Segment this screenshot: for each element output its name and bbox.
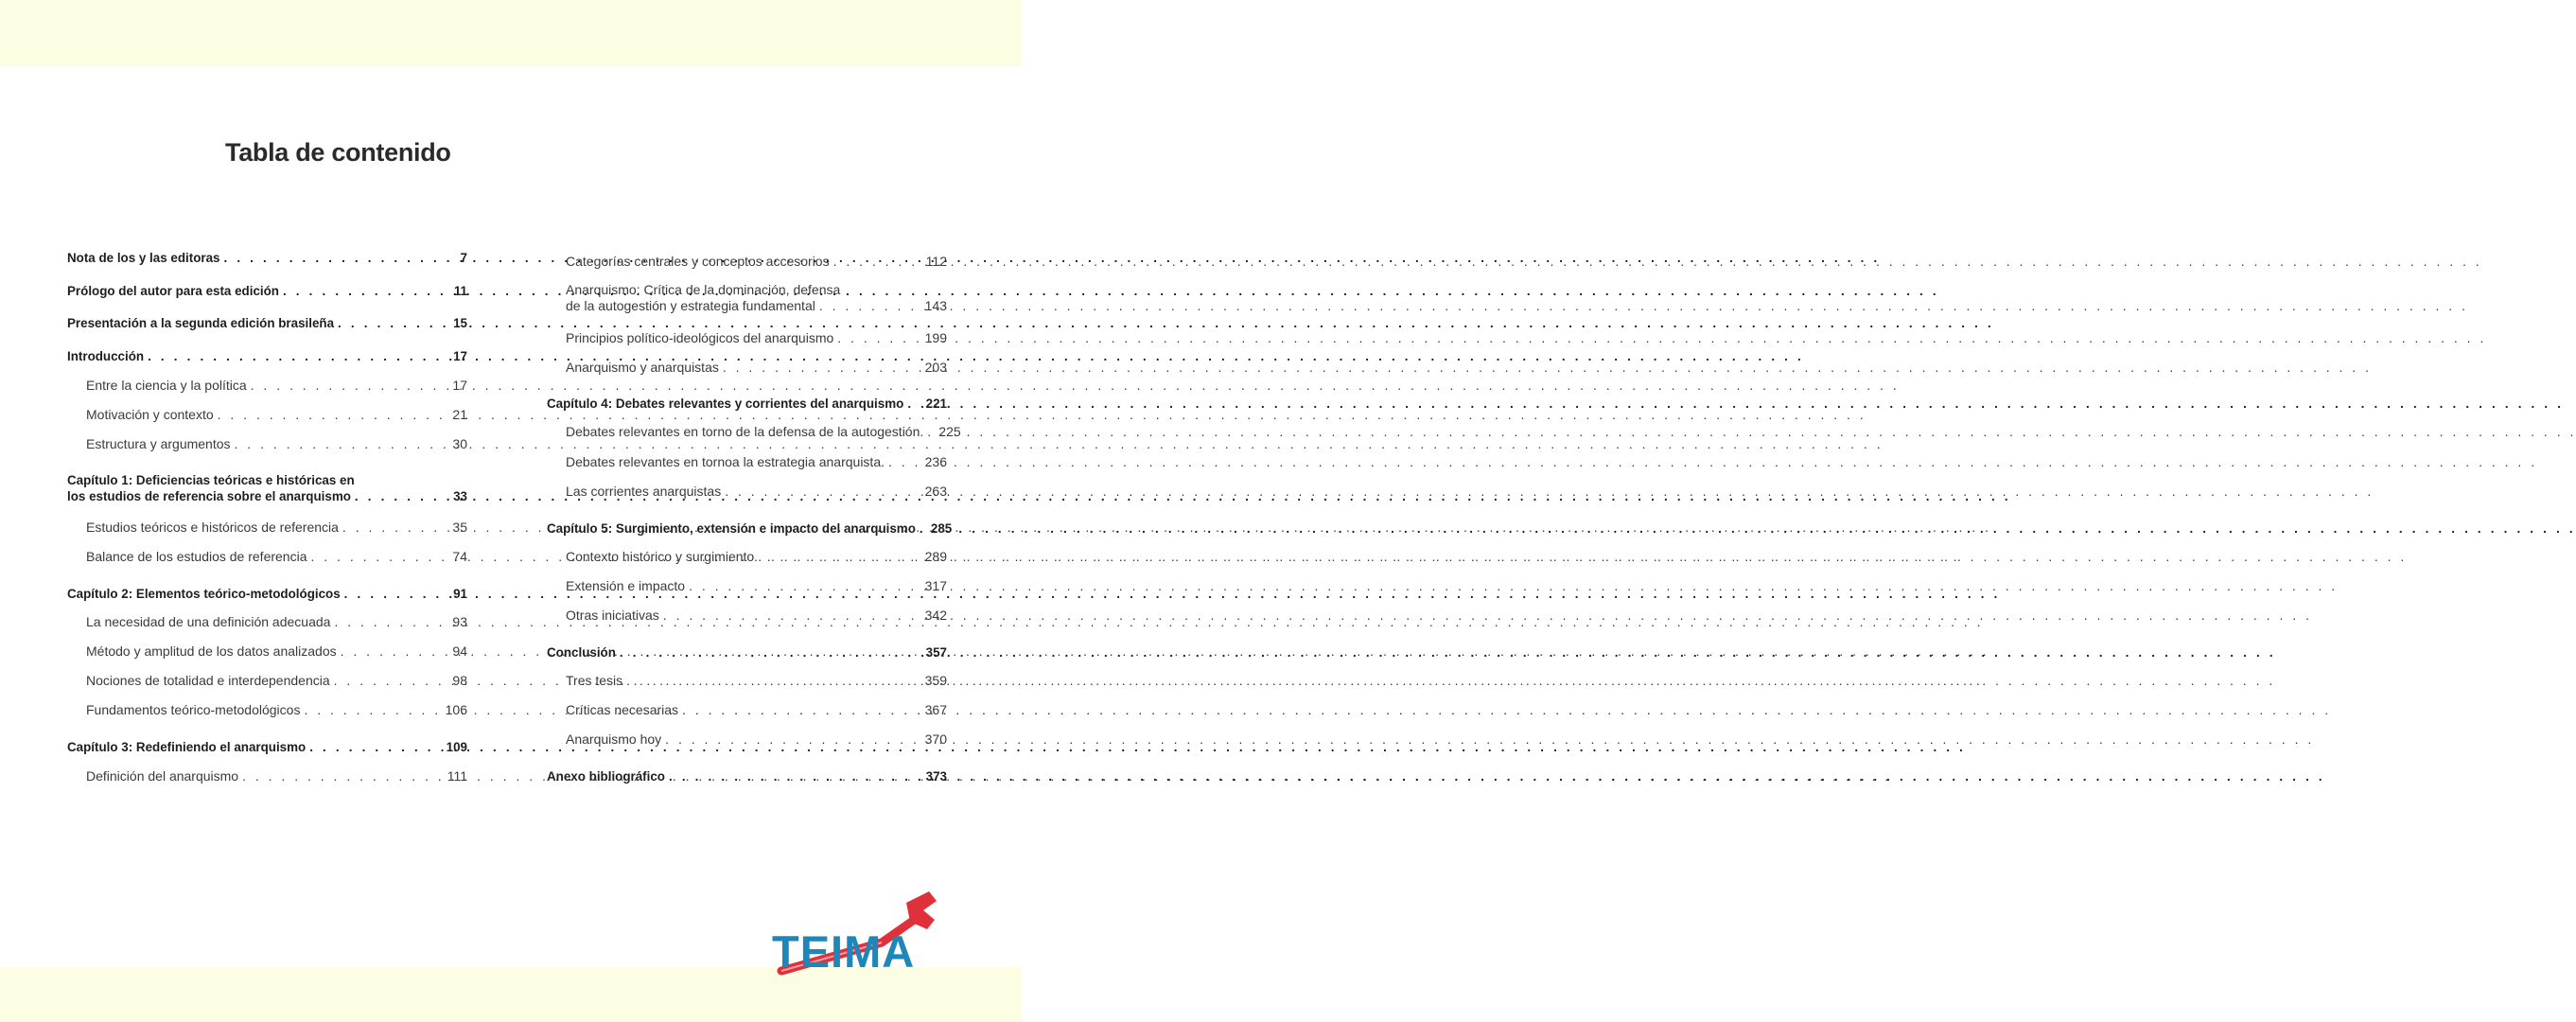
toc-entry-title: Capítulo 4: Debates relevantes y corrientes del anarquismo [547, 396, 904, 411]
toc-page-number: 203 [924, 360, 947, 375]
toc-section-entry [86, 702, 467, 718]
toc-entry-title: Debates relevantes en torno de la defensa de la autogestión. [566, 424, 924, 439]
toc-entry-title: Anarquismo: Crítica de la dominación, defensa [566, 282, 841, 297]
dot-leader [626, 673, 920, 689]
toc-chapter-entry [67, 348, 467, 364]
dot-leader [341, 643, 449, 660]
dot-leader [725, 484, 920, 500]
dot-leader [309, 739, 442, 755]
toc-page-number: 33 [453, 489, 467, 503]
toc-entry-title: Entre la ciencia y la política [86, 378, 247, 393]
toc-chapter-entry [67, 315, 467, 331]
toc-page-number: 221 [925, 396, 947, 411]
toc-section-entry [566, 330, 947, 346]
toc-chapter-entry [67, 472, 467, 504]
dot-leader [251, 378, 449, 394]
toc-entry-title: los estudios de referencia sobre el anarquismo [67, 489, 351, 503]
toc-page-number: 367 [924, 702, 947, 717]
toc-section-entry [566, 360, 947, 376]
toc-page-number: 357 [925, 645, 947, 660]
toc-section-entry [86, 520, 467, 536]
toc-section-entry [566, 673, 947, 689]
toc-entry-title: Estructura y argumentos [86, 436, 231, 451]
toc-section-entry [566, 578, 947, 594]
toc-page-number: 317 [924, 578, 947, 593]
toc-entry-title: de la autogestión y estrategia fundamental [566, 298, 815, 313]
toc-page-number: 74 [452, 549, 467, 564]
dot-leader [338, 315, 449, 331]
toc-entry-title: Estudios teóricos e históricos de referencia [86, 520, 339, 535]
toc-entry-title: Otras iniciativas [566, 608, 659, 623]
dot-leader [342, 520, 449, 536]
dot-leader [927, 424, 935, 440]
toc-entry-title: Nociones de totalidad e interdependencia [86, 673, 330, 688]
toc-chapter-entry [547, 396, 947, 412]
dot-leader [218, 407, 449, 423]
dot-leader [310, 549, 448, 565]
toc-entry-title: Definición del anarquismo [86, 768, 239, 784]
toc-entry-title: Categorías centrales y conceptos accesorios [566, 254, 830, 269]
logo-text: TEIMA [772, 926, 916, 977]
dot-leader [665, 731, 920, 748]
toc-entry-title: Prólogo del autor para esta edición [67, 284, 279, 298]
toc-page-number: 225 [938, 424, 961, 439]
dot-leader [833, 254, 922, 270]
dot-leader [723, 360, 921, 376]
toc-entry-title: Debates relevantes en tornoa la estrategia anarquista. [566, 454, 885, 469]
toc-entry-title: Capítulo 2: Elementos teórico-metodológicos [67, 587, 341, 601]
dot-leader [344, 586, 449, 602]
toc-section-entry [86, 673, 467, 689]
dot-leader [334, 673, 449, 689]
dot-leader [620, 644, 922, 661]
dot-leader [837, 330, 920, 346]
toc-entry-title: Anexo bibliográfico [547, 769, 665, 784]
toc-section-entry [566, 424, 961, 440]
toc-entry-title: Capítulo 3: Redefiniendo el anarquismo [67, 740, 307, 754]
toc-page-number: 7 [460, 251, 467, 265]
page-title: Tabla de contenido [225, 138, 451, 167]
toc-chapter-entry [547, 520, 953, 537]
top-band [0, 0, 1022, 66]
dot-leader [242, 768, 444, 784]
toc-page-number: 30 [452, 436, 467, 451]
toc-page-number: 98 [452, 673, 467, 688]
toc-page-number: 236 [924, 454, 947, 469]
toc-page-number: 359 [924, 673, 947, 688]
toc-entry-title: Capítulo 5: Surgimiento, extensión e impacto del anarquismo [547, 521, 916, 536]
dot-leader [334, 614, 448, 630]
toc-page-number: 263 [924, 484, 947, 499]
dot-leader [224, 250, 457, 266]
dot-leader [355, 488, 449, 504]
dot-leader [148, 348, 449, 364]
dot-leader [669, 768, 922, 784]
toc-entry-title: Motivación y contexto [86, 407, 214, 422]
toc-entry-title: Principios político-ideológicos del anarquismo [566, 330, 834, 345]
toc-entry-title: Conclusión [547, 645, 616, 660]
toc-chapter-entry [547, 768, 947, 784]
toc-page-number: 106 [445, 702, 467, 717]
toc-entry-title: La necesidad de una definición adecuada [86, 614, 331, 629]
toc-page-number: 111 [447, 768, 467, 784]
toc-page-number: 109 [446, 740, 467, 754]
toc-entry-title: Críticas necesarias [566, 702, 679, 717]
toc-entry-title: Las corrientes anarquistas [566, 484, 722, 499]
toc-entry-title: Balance de los estudios de referencia [86, 549, 307, 564]
toc-section-entry [86, 768, 467, 784]
toc-section-entry [86, 614, 467, 630]
toc-page-number: 289 [924, 549, 947, 564]
toc-page-number: 91 [453, 587, 467, 601]
toc-entry-title: Extensión e impacto [566, 578, 686, 593]
dot-leader [235, 436, 449, 452]
toc-page-number: 17 [453, 349, 467, 363]
toc-section-entry [86, 549, 467, 565]
toc-section-entry [566, 702, 947, 718]
toc-page-number: 93 [452, 614, 467, 629]
toc-page-number: 143 [924, 298, 947, 313]
toc-page-number: 342 [924, 608, 947, 623]
toc-page-number: 112 [925, 254, 947, 269]
toc-section-entry [86, 643, 467, 660]
toc-page-number: 11 [453, 284, 467, 298]
dot-leader [819, 298, 921, 314]
dot-leader [920, 520, 927, 537]
toc-section-entry [86, 378, 467, 394]
toc-page-number: 94 [452, 643, 467, 659]
dot-leader [689, 578, 921, 594]
toc-entry-title: Tres tesis [566, 673, 623, 688]
toc-section-entry [566, 549, 947, 565]
dot-leader [888, 454, 921, 470]
toc-entry-title: Capítulo 1: Deficiencias teóricas e históricas en [67, 473, 355, 487]
toc-section-entry [86, 436, 467, 452]
toc-page-number: 370 [924, 731, 947, 747]
toc-entry-title: Contexto histórico y surgimiento [566, 549, 755, 564]
toc-entry-title: Fundamentos teórico-metodológicos [86, 702, 301, 717]
toc-page-number: 17 [452, 378, 467, 393]
dot-leader [682, 702, 921, 718]
toc-entry-title: Método y amplitud de los datos analizados [86, 643, 337, 659]
toc-section-entry [566, 484, 947, 500]
teima-logo [768, 888, 944, 975]
dot-leader [907, 396, 921, 412]
toc-page-number: 199 [924, 330, 947, 345]
toc-section-entry [566, 282, 947, 314]
toc-section-entry [566, 731, 947, 748]
toc-section-entry [566, 454, 947, 470]
toc-chapter-entry [67, 283, 467, 299]
toc-page-number: 35 [452, 520, 467, 535]
toc-entry-title: Introducción [67, 349, 145, 363]
toc-page-number: 285 [930, 521, 953, 536]
toc-section-entry [566, 254, 947, 270]
toc-section-entry [86, 407, 467, 423]
toc-chapter-entry [547, 644, 947, 661]
dot-leader [758, 549, 920, 565]
dot-leader [663, 608, 921, 624]
dot-leader [304, 702, 441, 718]
toc-chapter-entry [67, 739, 467, 755]
toc-chapter-entry [67, 586, 467, 602]
toc-entry-title: Presentación a la segunda edición brasileña [67, 316, 335, 330]
toc-entry-title: Nota de los y las editoras [67, 251, 220, 265]
toc-page-number: 21 [452, 407, 467, 422]
toc-entry-title: Anarquismo y anarquistas [566, 360, 719, 375]
toc-chapter-entry [67, 250, 467, 266]
toc-section-entry [566, 608, 947, 624]
dot-leader [283, 283, 450, 299]
toc-entry-title: Anarquismo hoy [566, 731, 662, 747]
toc-page-number: 15 [453, 316, 467, 330]
toc-page-number: 373 [925, 769, 947, 784]
